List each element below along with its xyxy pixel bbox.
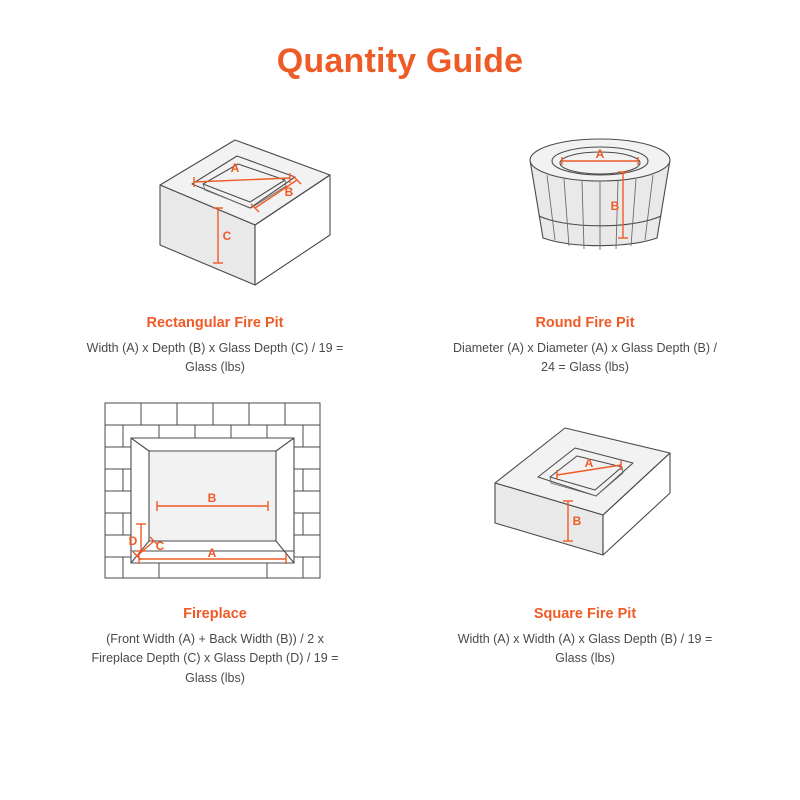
fireplace-formula: (Front Width (A) + Back Width (B)) / 2 x Fireplace Depth (C) x Glass Depth (D) / 19 = Glass (lbs) <box>91 631 339 685</box>
rectangular-fire-pit-drawing <box>65 120 365 305</box>
dim-label-b: B <box>284 184 294 199</box>
round-fire-pit-illustration <box>410 117 760 307</box>
guide-item-square-fire-pit <box>410 388 760 688</box>
round-fire-pit-caption: Round Fire Pit <box>535 315 635 331</box>
dim-label-d: D <box>128 533 138 548</box>
guide-item-fireplace <box>40 388 390 688</box>
dim-label-c: C <box>222 228 232 243</box>
rectangular-fire-pit-illustration <box>40 117 390 307</box>
round-fire-pit-formula: Diameter (A) x Diameter (A) x Glass Depth (B) / 24 = Glass (lbs) <box>453 341 717 375</box>
dim-label-b: B <box>572 513 582 528</box>
square-fire-pit-illustration <box>410 388 760 598</box>
square-fire-pit-drawing <box>435 393 735 593</box>
rectangular-fire-pit-formula: Width (A) x Depth (B) x Glass Depth (C) / 19 = Glass (lbs) <box>86 341 344 375</box>
dim-label-b: B <box>610 198 620 213</box>
fireplace-caption: Fireplace <box>183 605 247 622</box>
guide-item-round-fire-pit <box>410 117 760 378</box>
rectangular-fire-pit-caption: Rectangular Fire Pit <box>146 315 284 331</box>
dim-label-a: A <box>595 146 605 161</box>
fireplace-drawing <box>65 393 365 593</box>
square-fire-pit-caption: Square Fire Pit <box>533 605 637 622</box>
square-fire-pit-formula: Width (A) x Width (A) x Glass Depth (B) / 19 = Glass (lbs) <box>457 631 713 666</box>
dim-label-b: B <box>207 490 217 505</box>
fireplace-illustration <box>40 388 390 598</box>
dim-label-a: A <box>584 455 594 470</box>
dim-label-c: C <box>155 538 165 553</box>
dim-label-a: A <box>230 160 240 175</box>
dim-label-a: A <box>207 545 217 560</box>
guide-grid <box>40 117 760 688</box>
guide-item-rectangular-fire-pit <box>40 117 390 378</box>
round-fire-pit-drawing <box>435 120 735 305</box>
page-title: Quantity Guide <box>276 42 524 80</box>
